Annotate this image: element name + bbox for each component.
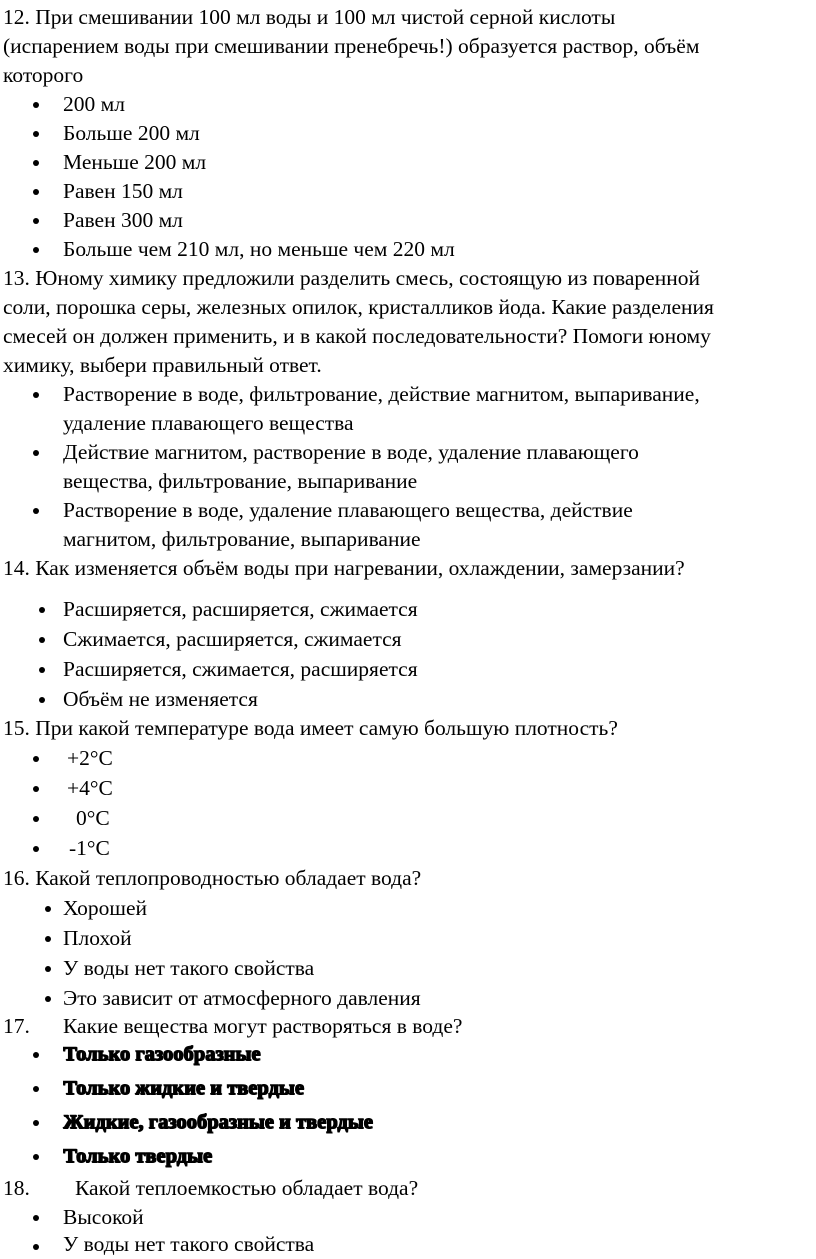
bullet-icon <box>33 189 39 195</box>
bullet-icon <box>33 131 39 137</box>
q13-option-1-line-1: Растворение в воде, фильтрование, действие магнитом, выпаривание, <box>63 382 700 406</box>
bullet-icon <box>39 637 45 643</box>
bullet-icon <box>33 392 39 398</box>
q14-option-2: Сжимается, расширяется, сжимается <box>63 627 402 651</box>
q13-text-line-2: соли, порошка серы, железных опилок, кристалликов йода. Какие разделения <box>3 295 714 319</box>
q16-option-1: Хорошей <box>63 896 148 920</box>
q13-option-1-line-2: удаление плавающего вещества <box>63 411 354 435</box>
bullet-icon <box>33 756 39 762</box>
q18-option-1: Высокой <box>63 1205 144 1229</box>
bullet-icon <box>33 846 39 852</box>
q17-number: 17. <box>3 1014 30 1038</box>
q17-option-3: Жидкие, газообразные и твердые <box>63 1111 373 1133</box>
bullet-icon <box>33 160 39 166</box>
q12-option-6: Больше чем 210 мл, но меньше чем 220 мл <box>63 237 455 261</box>
bullet-icon <box>33 1052 39 1058</box>
q12-option-4: Равен 150 мл <box>63 179 183 203</box>
bullet-icon <box>33 508 39 514</box>
q16-option-3: У воды нет такого свойства <box>63 956 315 980</box>
q14-option-4: Объём не изменяется <box>63 687 258 711</box>
q17-option-2: Только жидкие и твердые <box>63 1077 304 1099</box>
q14-option-1: Расширяется, расширяется, сжимается <box>63 597 418 621</box>
q12-text-line-3: которого <box>3 63 84 87</box>
bullet-icon <box>39 667 45 673</box>
q14-option-3: Расширяется, сжимается, расширяется <box>63 657 418 681</box>
q15-option-1: +2°С <box>67 746 113 770</box>
q13-text-line-1: 13. Юному химику предложили разделить смесь, состоящую из поваренной <box>3 266 700 290</box>
q13-option-3-line-2: магнитом, фильтрование, выпаривание <box>63 527 421 551</box>
q15-question: 15. При какой температуре вода имеет самую большую плотность? <box>3 716 618 740</box>
q13-text-line-4: химику, выбери правильный ответ. <box>3 353 322 377</box>
q15-option-2: +4°С <box>67 776 113 800</box>
q12-option-3: Меньше 200 мл <box>63 150 207 174</box>
q13-option-2-line-1: Действие магнитом, растворение в воде, удаление плавающего <box>63 440 639 464</box>
q12-option-5: Равен 300 мл <box>63 208 183 232</box>
q12-text-line-1: 12. При смешивании 100 мл воды и 100 мл чистой серной кислоты <box>3 5 616 29</box>
bullet-icon <box>33 1244 39 1250</box>
q17-option-1: Только газообразные <box>63 1043 261 1065</box>
bullet-icon <box>33 450 39 456</box>
bullet-icon <box>45 966 51 972</box>
bullet-icon <box>33 218 39 224</box>
bullet-icon <box>33 786 39 792</box>
q16-option-2: Плохой <box>63 926 132 950</box>
q13-option-3-line-1: Растворение в воде, удаление плавающего вещества, действие <box>63 498 633 522</box>
q18-number: 18. <box>3 1176 30 1200</box>
bullet-icon <box>33 1086 39 1092</box>
q15-option-3: 0°С <box>76 806 110 830</box>
q17-question: Какие вещества могут растворяться в воде? <box>63 1014 463 1038</box>
bullet-icon <box>33 816 39 822</box>
q12-option-2: Больше 200 мл <box>63 121 200 145</box>
q13-option-2-line-2: вещества, фильтрование, выпаривание <box>63 469 418 493</box>
q17-option-4: Только твердые <box>63 1145 212 1167</box>
bullet-icon <box>39 697 45 703</box>
bullet-icon <box>45 936 51 942</box>
bullet-icon <box>33 102 39 108</box>
bullet-icon <box>33 1120 39 1126</box>
bullet-icon <box>33 1215 39 1221</box>
q18-option-2: У воды нет такого свойства <box>63 1232 315 1256</box>
q14-question: 14. Как изменяется объём воды при нагревании, охлаждении, замерзании? <box>3 556 685 580</box>
bullet-icon <box>45 906 51 912</box>
bullet-icon <box>45 996 51 1002</box>
q15-option-4: -1°С <box>69 836 110 860</box>
q12-text-line-2: (испарением воды при смешивании пренебречь!) образуется раствор, объём <box>3 34 700 58</box>
q13-text-line-3: смесей он должен применить, и в какой последовательности? Помоги юному <box>3 324 711 348</box>
bullet-icon <box>39 607 45 613</box>
q16-question: 16. Какой теплопроводностью обладает вода? <box>3 866 422 890</box>
q12-option-1: 200 мл <box>63 92 125 116</box>
q16-option-4: Это зависит от атмосферного давления <box>63 986 421 1010</box>
bullet-icon <box>33 1154 39 1160</box>
q18-question: Какой теплоемкостью обладает вода? <box>75 1176 419 1200</box>
bullet-icon <box>33 247 39 253</box>
